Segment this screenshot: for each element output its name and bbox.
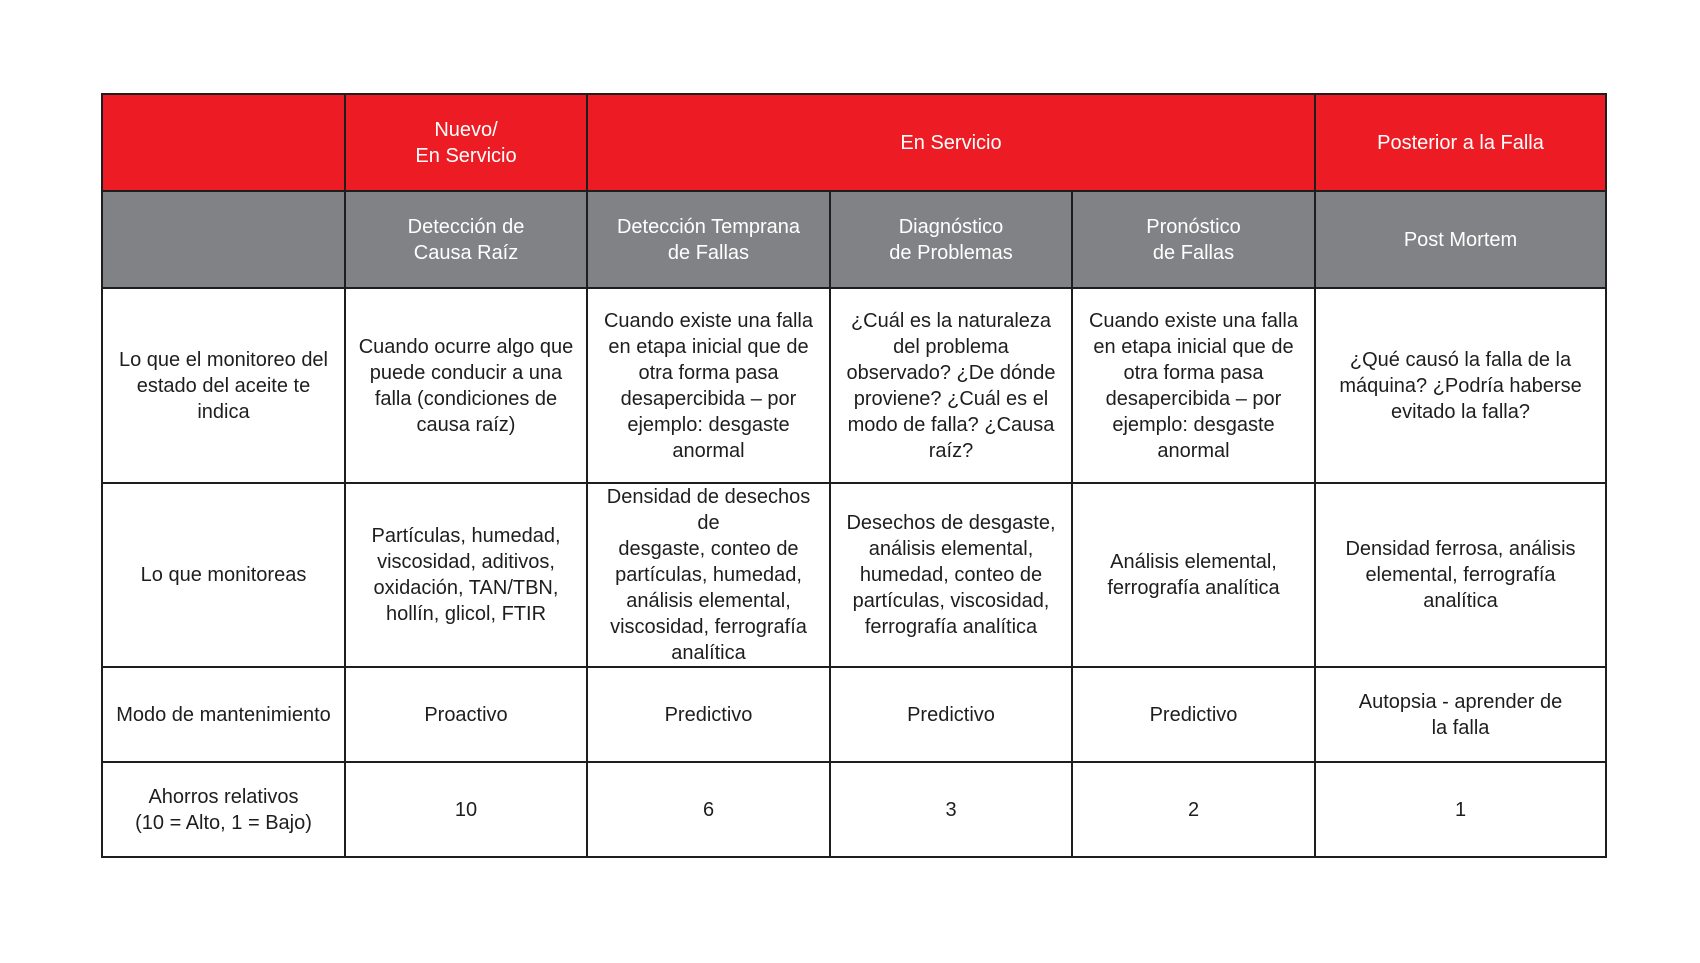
row-label-text: Lo que el monitoreo del estado del aceite te indica	[118, 348, 329, 423]
stage-header-row	[102, 191, 1606, 288]
cell-text: 2	[1187, 798, 1200, 821]
table-cell	[1315, 483, 1606, 667]
table-cell	[345, 762, 587, 857]
stage-label: Post Mortem	[1403, 228, 1518, 251]
stage-post-mortem	[1315, 191, 1606, 288]
table-cell	[830, 762, 1072, 857]
stage-early-detection	[587, 191, 830, 288]
cell-text: Proactivo	[424, 703, 508, 726]
stage-diagnosis	[830, 191, 1072, 288]
phase-post-failure	[1315, 94, 1606, 191]
table-cell	[830, 288, 1072, 483]
table-row-indicates	[102, 288, 1606, 483]
cell-text: 3	[945, 798, 957, 821]
table-cell	[1315, 762, 1606, 857]
cell-text: Partículas, humedad, viscosidad, aditivos, oxidación, TAN/TBN, hollín, glicol, FTIR	[371, 525, 561, 625]
table-row-savings	[102, 762, 1606, 857]
table-cell	[830, 667, 1072, 762]
table-row-mode	[102, 667, 1606, 762]
cell-text: 10	[454, 798, 478, 821]
cell-text: Análisis elemental, ferrografía analítica	[1107, 551, 1280, 599]
table-cell	[1072, 762, 1315, 857]
table-cell	[1315, 667, 1606, 762]
cell-text: Cuando ocurre algo que puede conducir a una falla (condiciones de causa raíz)	[358, 335, 574, 436]
table-cell	[830, 483, 1072, 667]
stage-label: Detección de Causa Raíz	[407, 215, 525, 264]
table-cell	[1072, 667, 1315, 762]
stage-header-corner	[102, 191, 345, 288]
cell-text: Desechos de desgaste, análisis elemental, humedad, conteo de partículas, viscosidad, ferrografía analítica	[846, 512, 1056, 638]
cell-text: 1	[1454, 798, 1467, 821]
table-cell	[1072, 483, 1315, 667]
table-cell	[587, 288, 830, 483]
cell-text: ¿Qué causó la falla de la máquina? ¿Podría haberse evitado la falla?	[1339, 348, 1582, 423]
cell-text: Predictivo	[1149, 703, 1238, 726]
row-label-monitor	[102, 483, 345, 667]
stage-prognosis	[1072, 191, 1315, 288]
cell-text: Autopsia - aprender de la falla	[1358, 690, 1563, 739]
table-cell	[1072, 288, 1315, 483]
phase-header-row	[102, 94, 1606, 191]
stage-root-cause	[345, 191, 587, 288]
cell-text: Cuando existe una falla en etapa inicial que de otra forma pasa desapercibida – por ejemplo: desgaste anormal	[1088, 309, 1299, 462]
table-cell	[587, 667, 830, 762]
phase-header-corner	[102, 94, 345, 191]
row-label-text: Modo de mantenimiento	[116, 703, 331, 726]
stage-label: Detección Temprana de Fallas	[616, 215, 801, 264]
cell-text: Predictivo	[664, 703, 753, 726]
phase-in-service-label: En Servicio	[900, 131, 1002, 154]
row-label-indicates	[102, 288, 345, 483]
phase-post-failure-label: Posterior a la Falla	[1377, 131, 1544, 154]
table-cell	[345, 288, 587, 483]
table-cell	[587, 762, 830, 857]
cell-text: Cuando existe una falla en etapa inicial que de otra forma pasa desapercibida – por ejemplo: desgaste anormal	[603, 309, 814, 462]
cell-text: Predictivo	[907, 703, 995, 726]
table-cell	[345, 667, 587, 762]
row-label-text: Lo que monitoreas	[140, 564, 307, 586]
table-cell	[345, 483, 587, 667]
cell-text: 6	[702, 798, 715, 821]
cell-text: Densidad de desechos de desgaste, conteo de partículas, humedad, análisis elemental, viscosidad, ferrografía analítica	[606, 486, 811, 664]
stage-label: Diagnóstico de Problemas	[889, 215, 1013, 264]
row-label-text: Ahorros relativos (10 = Alto, 1 = Bajo)	[135, 785, 312, 834]
cell-text: Densidad ferrosa, análisis elemental, ferrografía analítica	[1345, 538, 1576, 612]
row-label-mode	[102, 667, 345, 762]
table-cell	[1315, 288, 1606, 483]
phase-new-label: Nuevo/ En Servicio	[415, 118, 517, 167]
table-row-monitor	[102, 483, 1606, 667]
row-label-savings	[102, 762, 345, 857]
phase-in-service	[587, 94, 1315, 191]
maintenance-strategy-table	[101, 93, 1607, 858]
phase-new-in-service	[345, 94, 587, 191]
cell-text: ¿Cuál es la naturaleza del problema observado? ¿De dónde proviene? ¿Cuál es el modo de falla? ¿Causa raíz?	[846, 309, 1056, 462]
stage-label: Pronóstico de Fallas	[1146, 215, 1241, 264]
table-cell	[587, 483, 830, 667]
